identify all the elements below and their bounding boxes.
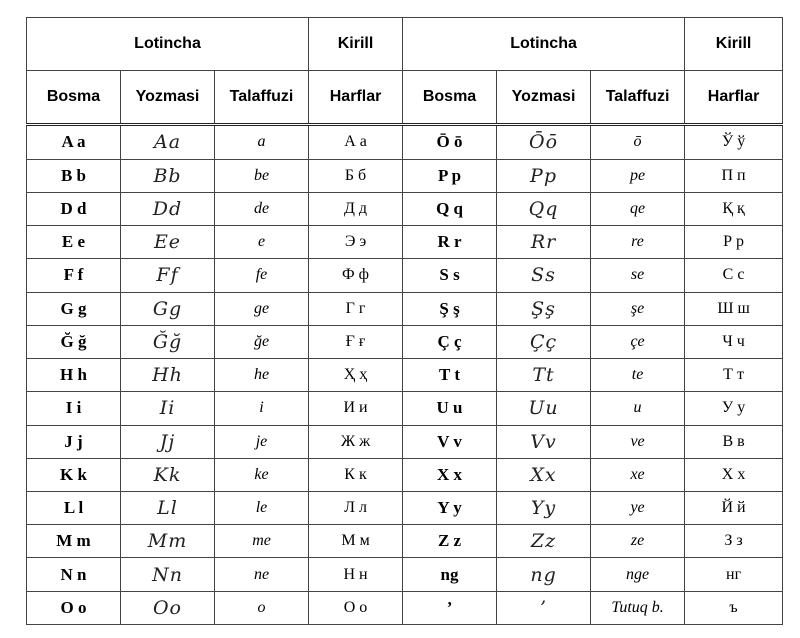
cyrillic-letter-cell: Й й: [685, 492, 783, 525]
pronunciation-cell: ge: [215, 292, 309, 325]
pronunciation-cell: ve: [591, 425, 685, 458]
pronunciation-cell: i: [215, 392, 309, 425]
script-letter-cell: Ee: [121, 226, 215, 259]
cyrillic-letter-cell: П п: [685, 159, 783, 192]
print-header: Bosma: [27, 71, 121, 125]
script-letter-cell: Gg: [121, 292, 215, 325]
script-letter-cell: ng: [497, 558, 591, 591]
table-row: [27, 392, 783, 425]
cyrillic-letter-cell: М м: [309, 525, 403, 558]
cyrillic-letter-cell: К к: [309, 458, 403, 491]
pronunciation-cell: xe: [591, 458, 685, 491]
print-letter-cell: D d: [27, 192, 121, 225]
print-letter-cell: O o: [27, 591, 121, 624]
cyrillic-letter-cell: Қ қ: [685, 192, 783, 225]
print-letter-cell: G g: [27, 292, 121, 325]
cyrillic-letter-cell: В в: [685, 425, 783, 458]
pronunciation-cell: ye: [591, 492, 685, 525]
letters-header: Harflar: [685, 71, 783, 125]
pronunciation-cell: çe: [591, 325, 685, 358]
print-header: Bosma: [403, 71, 497, 125]
table-row: [27, 591, 783, 624]
script-letter-cell: Ss: [497, 259, 591, 292]
pronunciation-cell: he: [215, 359, 309, 392]
pronunciation-cell: ō: [591, 125, 685, 160]
pronunciation-cell: le: [215, 492, 309, 525]
alphabet-table: [26, 17, 783, 625]
cyrillic-letter-cell: Ғ ғ: [309, 325, 403, 358]
print-letter-cell: J j: [27, 425, 121, 458]
pronunciation-cell: ke: [215, 458, 309, 491]
print-letter-cell: Ğ ğ: [27, 325, 121, 358]
cyrillic-letter-cell: У у: [685, 392, 783, 425]
script-letter-cell: Xx: [497, 458, 591, 491]
print-letter-cell: Ş ş: [403, 292, 497, 325]
pronunciation-cell: Tutuq b.: [591, 591, 685, 624]
pronunciation-cell: şe: [591, 292, 685, 325]
pronunciation-header: Talaffuzi: [591, 71, 685, 125]
script-letter-cell: Bb: [121, 159, 215, 192]
table-row: [27, 259, 783, 292]
script-header: Yozmasi: [121, 71, 215, 125]
pronunciation-header: Talaffuzi: [215, 71, 309, 125]
cyrillic-letter-cell: Л л: [309, 492, 403, 525]
pronunciation-cell: ne: [215, 558, 309, 591]
print-letter-cell: B b: [27, 159, 121, 192]
cyrillic-letter-cell: Ў ў: [685, 125, 783, 160]
cyrillic-letter-cell: Д д: [309, 192, 403, 225]
script-letter-cell: Jj: [121, 425, 215, 458]
pronunciation-cell: se: [591, 259, 685, 292]
script-letter-cell: Çç: [497, 325, 591, 358]
pronunciation-cell: be: [215, 159, 309, 192]
print-letter-cell: F f: [27, 259, 121, 292]
pronunciation-cell: me: [215, 525, 309, 558]
latin-group-header-left: Lotincha: [27, 18, 309, 71]
cyrillic-letter-cell: Ш ш: [685, 292, 783, 325]
cyrillic-group-header-left: Kirill: [309, 18, 403, 71]
script-letter-cell: Uu: [497, 392, 591, 425]
script-letter-cell: Mm: [121, 525, 215, 558]
cyrillic-letter-cell: нг: [685, 558, 783, 591]
print-letter-cell: V v: [403, 425, 497, 458]
cyrillic-letter-cell: Т т: [685, 359, 783, 392]
pronunciation-cell: te: [591, 359, 685, 392]
print-letter-cell: K k: [27, 458, 121, 491]
print-letter-cell: Ç ç: [403, 325, 497, 358]
pronunciation-cell: pe: [591, 159, 685, 192]
print-letter-cell: X x: [403, 458, 497, 491]
print-letter-cell: A a: [27, 125, 121, 160]
print-letter-cell: ’: [403, 591, 497, 624]
print-letter-cell: L l: [27, 492, 121, 525]
cyrillic-letter-cell: Б б: [309, 159, 403, 192]
cyrillic-letter-cell: Р р: [685, 226, 783, 259]
script-letter-cell: Ff: [121, 259, 215, 292]
script-header: Yozmasi: [497, 71, 591, 125]
script-letter-cell: Nn: [121, 558, 215, 591]
script-letter-cell: Şş: [497, 292, 591, 325]
script-letter-cell: ’: [497, 591, 591, 624]
pronunciation-cell: ğe: [215, 325, 309, 358]
print-letter-cell: U u: [403, 392, 497, 425]
print-letter-cell: ng: [403, 558, 497, 591]
print-letter-cell: Ō ō: [403, 125, 497, 160]
table-row: [27, 325, 783, 358]
cyrillic-letter-cell: Г г: [309, 292, 403, 325]
cyrillic-letter-cell: А а: [309, 125, 403, 160]
pronunciation-cell: de: [215, 192, 309, 225]
cyrillic-letter-cell: ъ: [685, 591, 783, 624]
script-letter-cell: Qq: [497, 192, 591, 225]
script-letter-cell: Oo: [121, 591, 215, 624]
cyrillic-letter-cell: Ж ж: [309, 425, 403, 458]
script-letter-cell: Aa: [121, 125, 215, 160]
script-letter-cell: Vv: [497, 425, 591, 458]
script-letter-cell: Dd: [121, 192, 215, 225]
script-letter-cell: Ōō: [497, 125, 591, 160]
print-letter-cell: S s: [403, 259, 497, 292]
script-letter-cell: Ii: [121, 392, 215, 425]
pronunciation-cell: nge: [591, 558, 685, 591]
cyrillic-letter-cell: Ҳ ҳ: [309, 359, 403, 392]
print-letter-cell: Y y: [403, 492, 497, 525]
table-body: [27, 125, 783, 625]
table-row: [27, 125, 783, 160]
script-letter-cell: Hh: [121, 359, 215, 392]
table-row: [27, 359, 783, 392]
pronunciation-cell: o: [215, 591, 309, 624]
table-row: [27, 292, 783, 325]
table-row: [27, 525, 783, 558]
pronunciation-cell: qe: [591, 192, 685, 225]
cyrillic-letter-cell: С с: [685, 259, 783, 292]
pronunciation-cell: e: [215, 226, 309, 259]
print-letter-cell: Q q: [403, 192, 497, 225]
pronunciation-cell: re: [591, 226, 685, 259]
cyrillic-letter-cell: Ч ч: [685, 325, 783, 358]
print-letter-cell: N n: [27, 558, 121, 591]
print-letter-cell: E e: [27, 226, 121, 259]
print-letter-cell: R r: [403, 226, 497, 259]
script-letter-cell: Kk: [121, 458, 215, 491]
table-row: [27, 159, 783, 192]
script-letter-cell: Zz: [497, 525, 591, 558]
latin-group-header-right: Lotincha: [403, 18, 685, 71]
pronunciation-cell: u: [591, 392, 685, 425]
letters-header: Harflar: [309, 71, 403, 125]
cyrillic-letter-cell: Ф ф: [309, 259, 403, 292]
table-row: [27, 558, 783, 591]
script-letter-cell: Ğğ: [121, 325, 215, 358]
script-letter-cell: Pp: [497, 159, 591, 192]
table-row: [27, 192, 783, 225]
pronunciation-cell: fe: [215, 259, 309, 292]
pronunciation-cell: a: [215, 125, 309, 160]
cyrillic-letter-cell: О о: [309, 591, 403, 624]
print-letter-cell: T t: [403, 359, 497, 392]
script-letter-cell: Tt: [497, 359, 591, 392]
table-row: [27, 226, 783, 259]
script-letter-cell: Rr: [497, 226, 591, 259]
cyrillic-letter-cell: Х х: [685, 458, 783, 491]
pronunciation-cell: je: [215, 425, 309, 458]
script-letter-cell: Ll: [121, 492, 215, 525]
script-letter-cell: Yy: [497, 492, 591, 525]
print-letter-cell: I i: [27, 392, 121, 425]
print-letter-cell: M m: [27, 525, 121, 558]
cyrillic-letter-cell: З з: [685, 525, 783, 558]
cyrillic-letter-cell: Н н: [309, 558, 403, 591]
table-row: [27, 458, 783, 491]
table-row: [27, 492, 783, 525]
print-letter-cell: H h: [27, 359, 121, 392]
table-row: [27, 425, 783, 458]
cyrillic-letter-cell: Э э: [309, 226, 403, 259]
print-letter-cell: Z z: [403, 525, 497, 558]
print-letter-cell: P p: [403, 159, 497, 192]
cyrillic-letter-cell: И и: [309, 392, 403, 425]
pronunciation-cell: ze: [591, 525, 685, 558]
cyrillic-group-header-right: Kirill: [685, 18, 783, 71]
